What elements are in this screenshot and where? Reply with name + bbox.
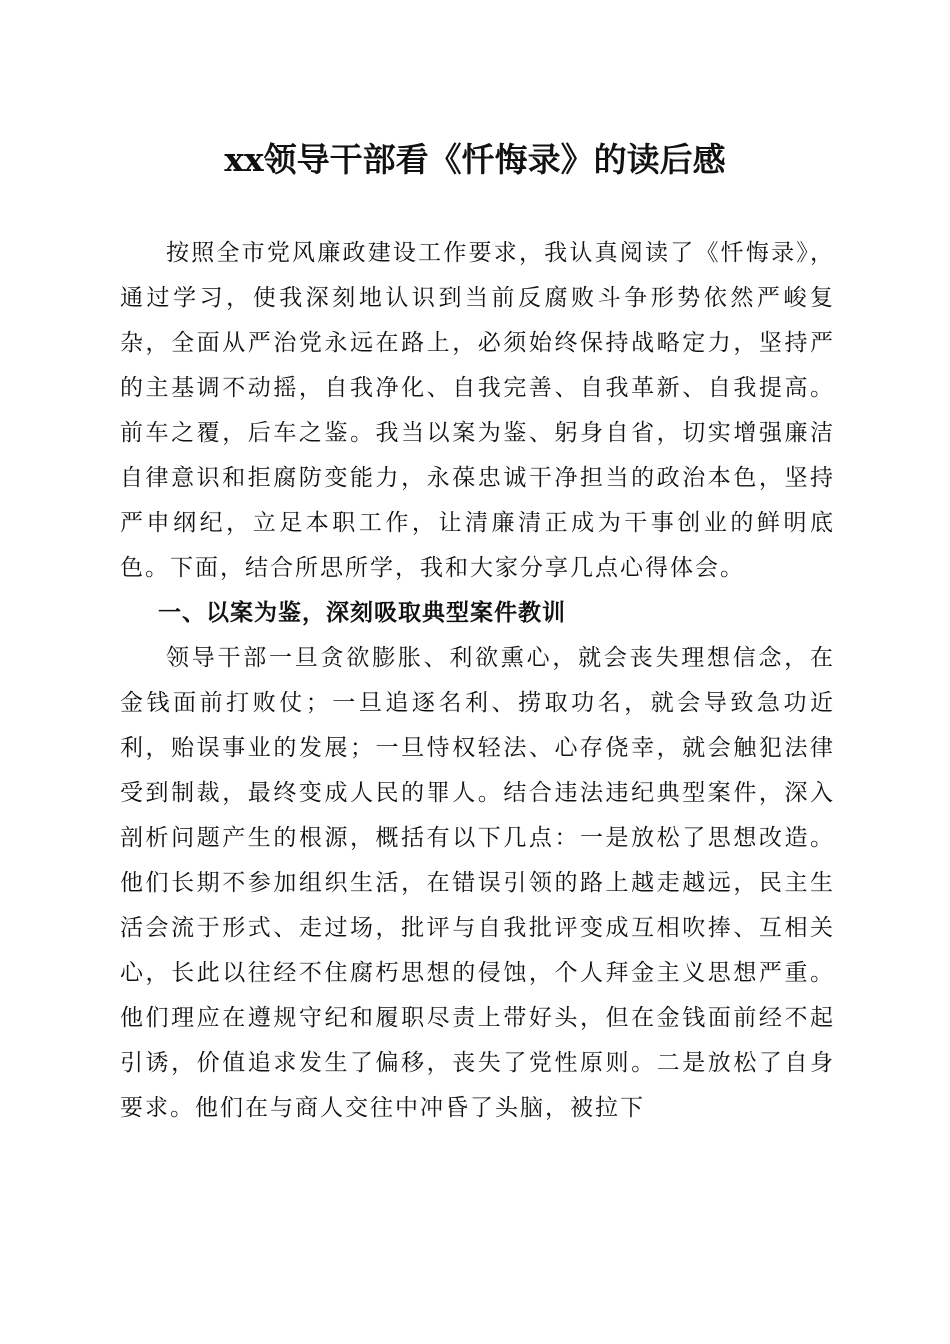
intro-paragraph: 按照全市党风廉政建设工作要求，我认真阅读了《忏悔录》，通过学习，使我深刻地认识到当前反腐败斗争形势依然严峻复杂，全面从严治党永远在路上，必须始终保持战略定力，坚持严的主基调不动摇，自我净化、自我完善、自我革新、自我提高。前车之覆，后车之鉴。我当以案为鉴、躬身自省，切实增强廉洁自律意识和拒腐防变能力，永葆忠诚干净担当的政治本色，坚持严申纲纪，立足本职工作，让清廉清正成为干事创业的鲜明底色。下面，结合所思所学，我和大家分享几点心得体会。: [120, 240, 835, 581]
document-title: xx领导干部看《忏悔录》的读后感: [224, 140, 726, 179]
section-heading-1: 一、以案为鉴，深刻吸取典型案件教训: [158, 600, 566, 626]
section-1-paragraph: 领导干部一旦贪欲膨胀、利欲熏心，就会丧失理想信念，在金钱面前打败仗；一旦追逐名利、捞取功名，就会导致急功近利，贻误事业的发展；一旦恃权轻法、心存侥幸，就会触犯法律受到制裁，最终变成人民的罪人。结合违法违纪典型案件，深入剖析问题产生的根源，概括有以下几点：一是放松了思想改造。他们长期不参加组织生活，在错误引领的路上越走越远，民主生活会流于形式、走过场，批评与自我批评变成互相吹捧、互相关心，长此以往经不住腐朽思想的侵蚀，个人拜金主义思想严重。他们理应在遵规守纪和履职尽责上带好头，但在金钱面前经不起引诱，价值追求发生了偏移，丧失了党性原则。二是放松了自身要求。他们在与商人交往中冲昏了头脑，被拉下: [120, 645, 835, 1121]
document-body: [120, 231, 835, 1131]
